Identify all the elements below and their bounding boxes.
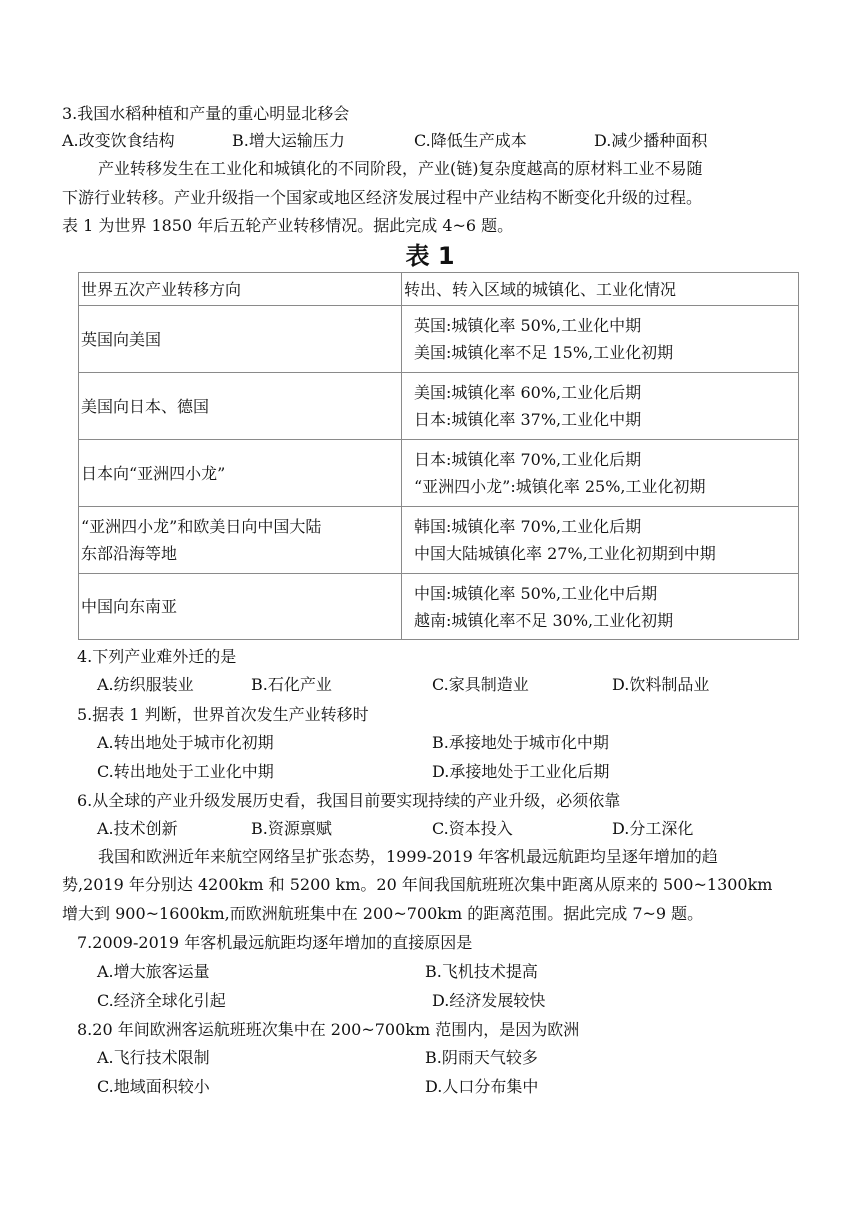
situation-cell [402,306,799,373]
direction-text: 英国向美国 [81,329,162,349]
q3-stem: 3.我国水稻种植和产量的重心明显北移会 [62,104,350,123]
passage2-line-2: 势,2019 年分别达 4200km 和 5200 km。20 年间我国航班班次集中距离从原来的 500~1300km [62,875,773,894]
direction-cell [79,440,402,507]
table-row [79,440,799,507]
industry-transfer-table [78,272,799,640]
table-row [79,306,799,373]
q6-option-b: B.资源禀赋 [251,819,332,838]
situation-cell [402,574,799,640]
q8-stem: 8.20 年间欧洲客运航班班次集中在 200~700km 范围内，是因为欧洲 [77,1020,580,1039]
q4-stem: 4.下列产业难外迁的是 [77,647,237,666]
table-row [79,507,799,574]
direction-text: 美国向日本、德国 [81,396,210,416]
table-header-situation: 转出、转入区域的城镇化、工业化情况 [402,273,799,306]
q5-option-c: C.转出地处于工业化中期 [97,762,274,781]
passage2-line-1: 我国和欧洲近年来航空网络呈扩张态势，1999-2019 年客机最远航距均呈逐年增加的趋 [98,847,718,866]
situation-line: 越南:城镇化率不足 30%,工业化初期 [414,610,674,630]
table-title: 表 1 [405,242,455,270]
situation-cell [402,507,799,574]
q5-option-a: A.转出地处于城市化初期 [97,733,274,752]
q3-option-a: A.改变饮食结构 [62,131,175,150]
passage2-line-3: 增大到 900~1600km,而欧洲航班集中在 200~700km 的距离范围。据此完成 7~9 题。 [62,904,704,923]
q7-option-a: A.增大旅客运量 [97,962,210,981]
situation-line: 美国:城镇化率 60%,工业化后期 [414,383,642,402]
situation-line: 日本:城镇化率 37%,工业化中期 [414,410,642,429]
q6-option-d: D.分工深化 [612,819,694,838]
direction-cell [79,306,402,373]
q5-stem: 5.据表 1 判断，世界首次发生产业转移时 [77,705,369,724]
q5-option-b: B.承接地处于城市化中期 [432,733,609,752]
passage1-line-3: 表 1 为世界 1850 年后五轮产业转移情况。据此完成 4~6 题。 [62,216,514,235]
direction-text: 日本向“亚洲四小龙” [81,463,226,483]
situation-line: 英国:城镇化率 50%,工业化中期 [414,316,642,335]
q8-option-a: A.飞行技术限制 [97,1048,210,1067]
q8-option-b: B.阴雨天气较多 [425,1048,538,1067]
q6-stem: 6.从全球的产业升级发展历史看，我国目前要实现持续的产业升级，必须依靠 [77,791,621,810]
q8-option-d: D.人口分布集中 [425,1077,539,1096]
situation-cell [402,440,799,507]
q4-option-a: A.纺织服装业 [97,675,194,694]
q3-option-c: C.降低生产成本 [414,131,527,150]
direction-text: 东部沿海等地 [81,544,178,563]
table-row [79,574,799,640]
direction-cell [79,507,402,574]
situation-line: 美国:城镇化率不足 15%,工业化初期 [414,343,674,362]
q6-option-c: C.资本投入 [432,819,513,838]
direction-text: 中国向东南亚 [81,597,178,616]
passage1-line-2: 下游行业转移。产业升级指一个国家或地区经济发展过程中产业结构不断变化升级的过程。 [62,188,703,207]
direction-cell [79,574,402,640]
situation-line: 中国:城镇化率 50%,工业化中后期 [414,583,658,603]
table-header-direction: 世界五次产业转移方向 [79,273,402,306]
situation-line: 中国大陆城镇化率 27%,工业化初期到中期 [414,544,716,563]
situation-line: 日本:城镇化率 70%,工业化后期 [414,450,642,469]
q4-option-d: D.饮料制品业 [612,675,710,694]
q3-option-d: D.减少播种面积 [594,131,708,150]
situation-line: “亚洲四小龙”:城镇化率 25%,工业化初期 [414,477,706,496]
q4-option-c: C.家具制造业 [432,675,529,694]
q7-stem: 7.2009-2019 年客机最远航距均逐年增加的直接原因是 [77,933,473,952]
q6-option-a: A.技术创新 [97,819,178,838]
q4-option-b: B.石化产业 [251,675,332,694]
q8-option-c: C.地域面积较小 [97,1077,210,1096]
q7-option-d: D.经济发展较快 [432,991,546,1010]
table-header-row [79,273,799,306]
q7-option-c: C.经济全球化引起 [97,991,226,1010]
passage1-line-1: 产业转移发生在工业化和城镇化的不同阶段，产业(链)复杂度越高的原材料工业不易随 [98,159,703,178]
q7-option-b: B.飞机技术提高 [425,962,538,981]
direction-cell [79,373,402,440]
q5-option-d: D.承接地处于工业化后期 [432,762,610,781]
situation-line: 韩国:城镇化率 70%,工业化后期 [414,517,642,536]
direction-text: “亚洲四小龙”和欧美日向中国大陆 [81,517,322,536]
table-row [79,373,799,440]
q3-option-b: B.增大运输压力 [232,131,345,150]
situation-cell [402,373,799,440]
